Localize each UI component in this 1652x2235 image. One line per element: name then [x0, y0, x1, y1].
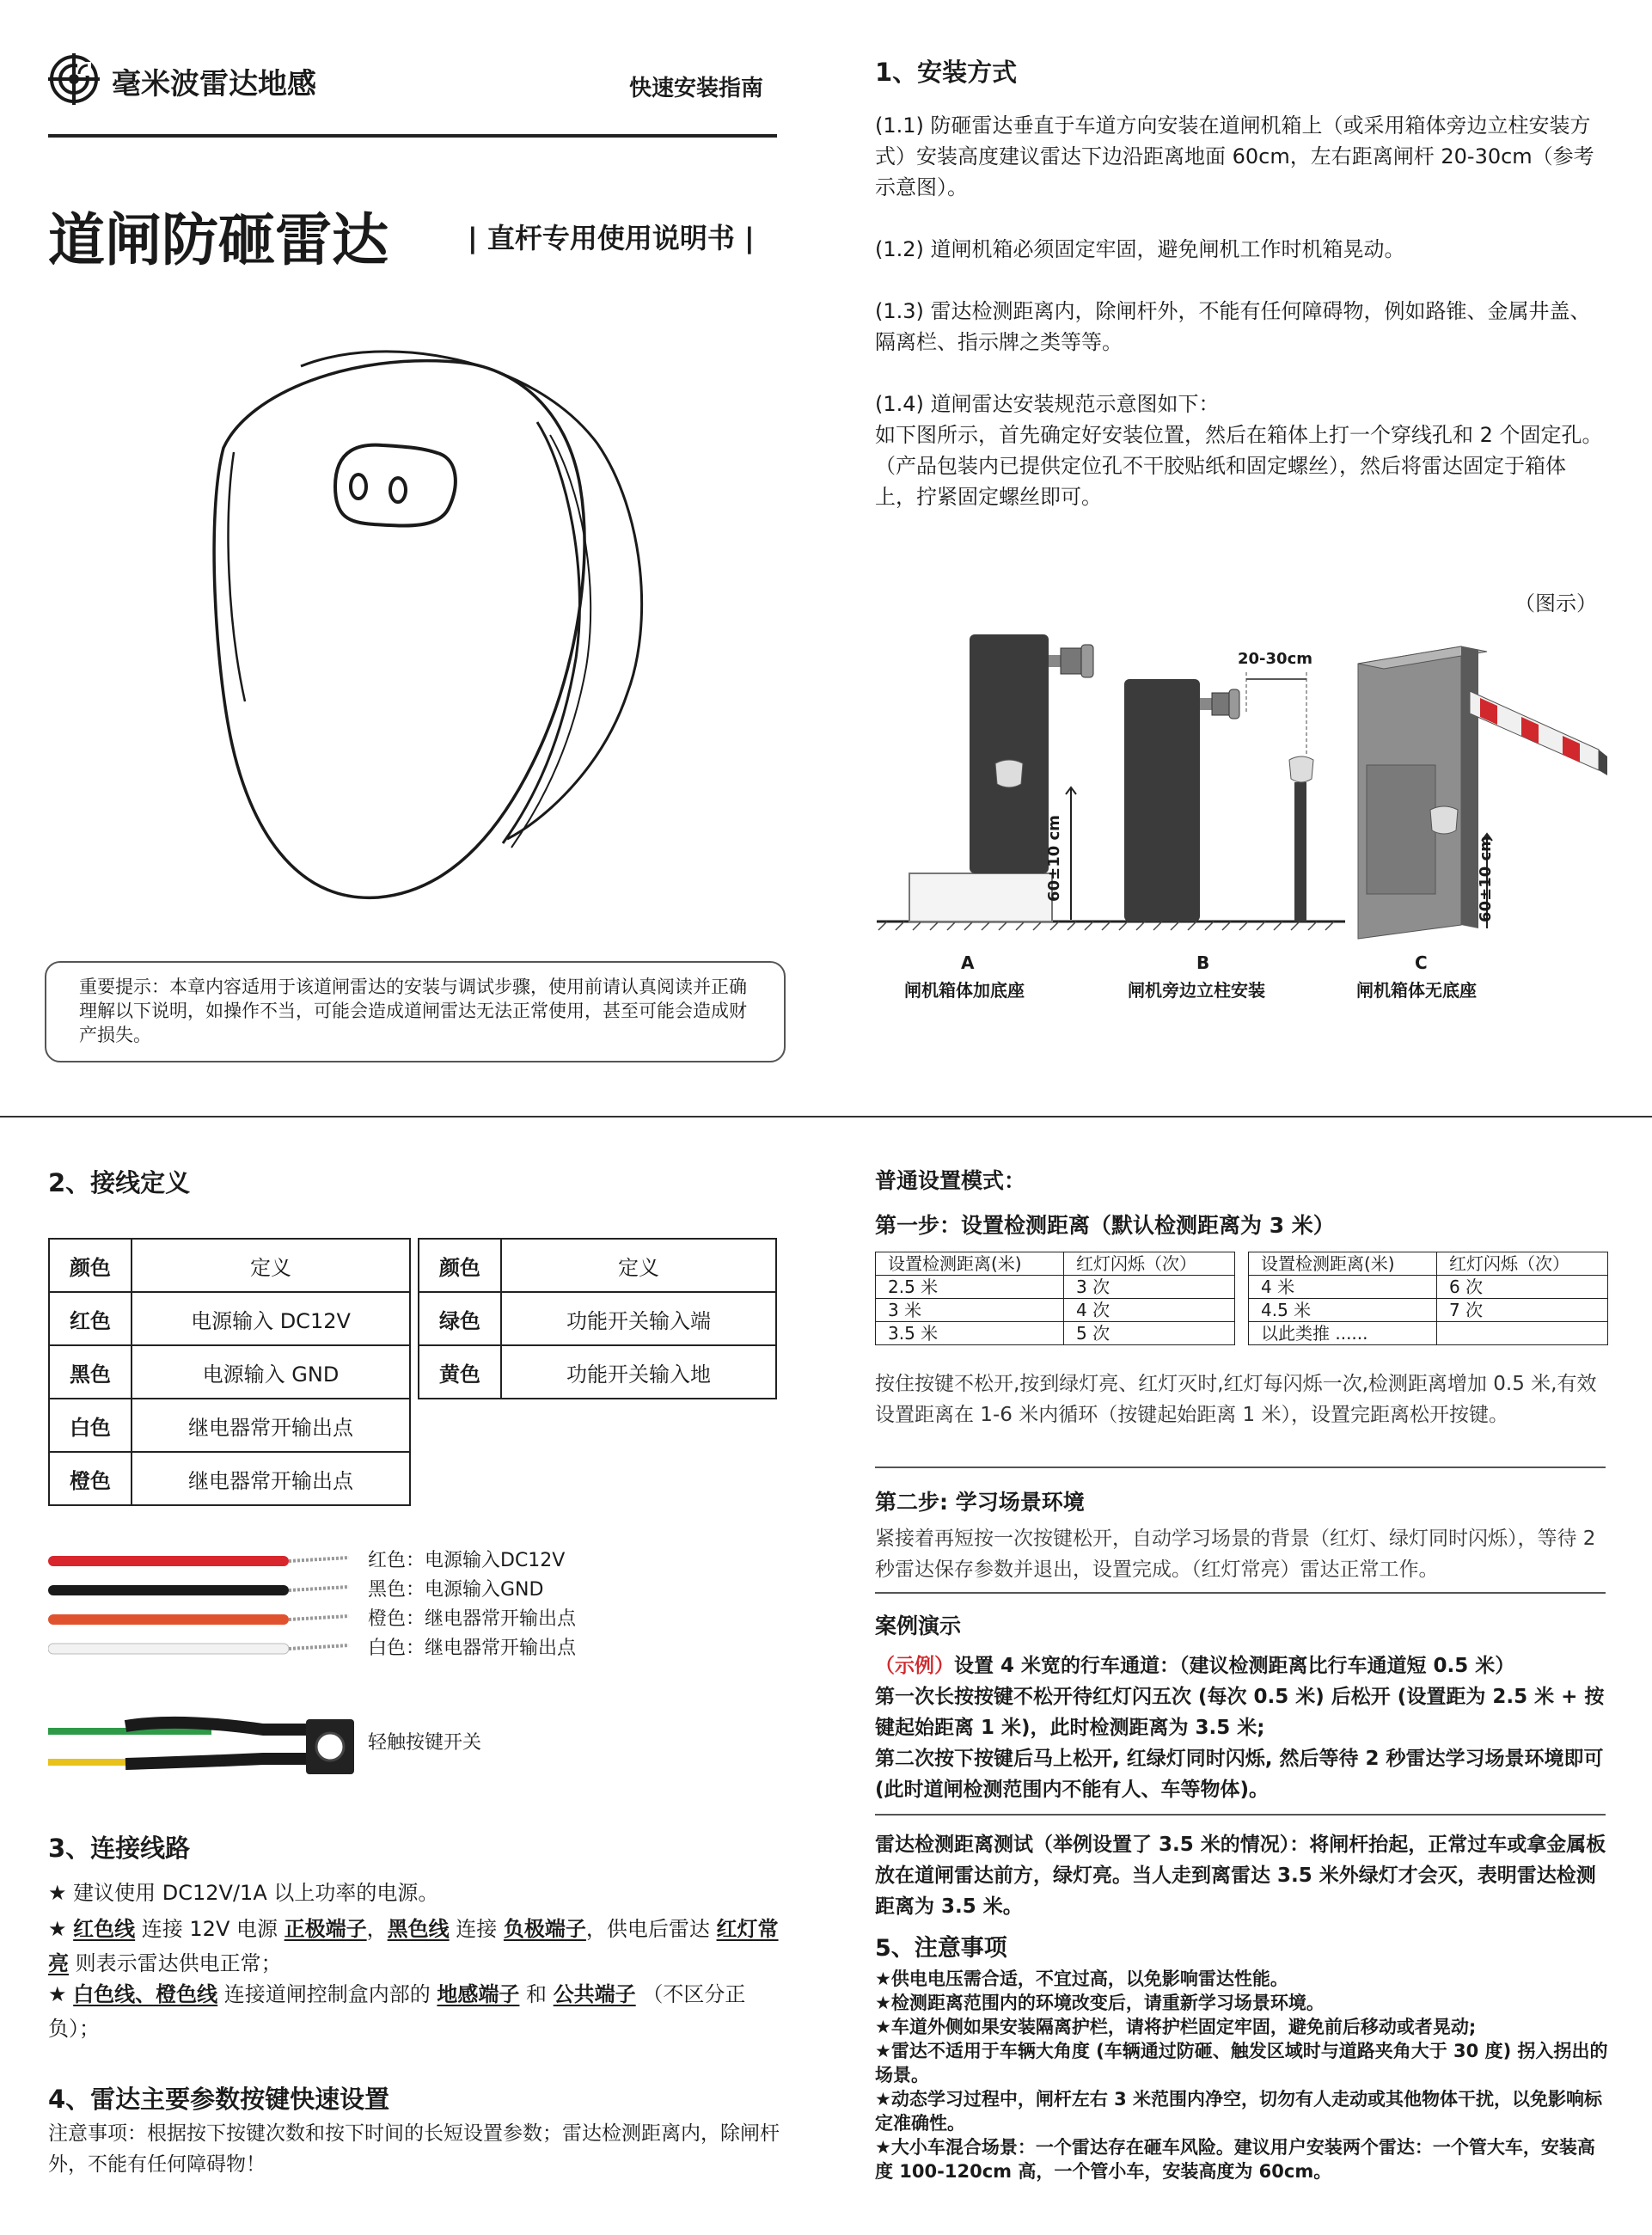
connect-negative: 负极端子 [503, 1917, 586, 1941]
case-a-label: 闸机箱体加底座 [904, 980, 1025, 1001]
rule-2 [875, 1592, 1606, 1594]
page-subtitle: | 直杆专用使用说明书 | [468, 222, 755, 254]
connect-red-light: 红灯常亮 [48, 1917, 779, 1975]
distance-table-2 [1248, 1252, 1608, 1345]
table-header: 红灯闪烁（次） [1064, 1252, 1235, 1276]
table-row [419, 1292, 776, 1345]
table-cell: 黄色 [419, 1345, 501, 1399]
wiring-table-left [48, 1238, 411, 1506]
table-cell: 4 次 [1064, 1299, 1235, 1322]
notes-list [875, 1967, 1611, 2183]
table-cell: 6 次 [1437, 1276, 1608, 1299]
install-title: 1、安装方式 [875, 58, 1018, 87]
table-row [1249, 1322, 1608, 1345]
install-p11: (1.1) 防砸雷达垂直于车道方向安装在道闸机箱上（或采用箱体旁边立柱安装方式）安装高度建议雷达下边沿距离地面 60cm，左右距离闸杆 20-30cm（参考示意图）。 [875, 113, 1594, 199]
case-b-letter: B [1196, 952, 1210, 973]
connect-text: 和 [519, 1982, 554, 2006]
list-item: ★检测距离范围内的环境改变后，请重新学习场景环境。 [875, 1993, 1325, 2013]
connect-text: （不区分正负）； [48, 1982, 746, 2041]
brand-logo-icon [48, 53, 100, 105]
connect-text: 则表示雷达供电正常； [69, 1951, 282, 1975]
install-p12: (1.2) 道闸机箱必须固定牢固，避免闸机工作时机箱晃动。 [875, 237, 1405, 261]
connect-text: ★ [48, 1917, 74, 1941]
install-p14b: 如下图所示，首先确定好安装位置，然后在箱体上打一个穿线孔和 2 个固定孔。（产品包装内已提供定位孔不干胶贴纸和固定螺丝），然后将雷达固定于箱体上，拧紧固定螺丝即可。 [875, 423, 1603, 509]
demo-line-3: 第二次按下按键后马上松开, 红绿灯同时闪烁, 然后等待 2 秒雷达学习场景环境即可 (此时道闸检测范围内不能有人、车等物体)。 [875, 1748, 1604, 1801]
table-row [876, 1276, 1235, 1299]
table-row [419, 1239, 776, 1292]
table-cell: 白色 [49, 1399, 132, 1452]
connect-positive: 正极端子 [284, 1917, 367, 1941]
connect-loop-terminal: 地感端子 [437, 1982, 520, 2006]
table-cell: 3.5 米 [876, 1322, 1064, 1345]
figure-caption: （图示） [1514, 591, 1597, 615]
dim-height-label-a: 60±10 cm [1044, 815, 1063, 902]
installation-diagram [868, 619, 1624, 963]
rule-1 [875, 1467, 1606, 1468]
demo-title: 案例演示 [875, 1613, 962, 1638]
list-item: ★动态学习过程中，闸杆左右 3 米范围内净空，切勿有人走动或其他物体干扰，以免影响标定准确性。 [875, 2089, 1603, 2134]
table-cell: 7 次 [1437, 1299, 1608, 1322]
table-header: 颜色 [419, 1239, 501, 1292]
wire-label-orange: 橙色：继电器常开输出点 [368, 1608, 577, 1630]
connect-text: ，供电后雷达 [585, 1917, 717, 1941]
table-row [49, 1239, 410, 1292]
demo-line-2: 第一次长按按键不松开待红灯闪五次 (每次 0.5 米) 后松开 (设置距为 2.5 米 + 按键起始距离 1 米)，此时检测距离为 3.5 米; [875, 1686, 1605, 1739]
connect-common-terminal: 公共端子 [553, 1982, 636, 2006]
demo-line-1 [875, 1650, 1614, 1681]
table-cell: 电源输入 GND [132, 1345, 410, 1399]
case-b-label: 闸机旁边立柱安装 [1128, 980, 1265, 1001]
table-cell: 5 次 [1064, 1322, 1235, 1345]
table-row [49, 1292, 410, 1345]
page-title: 道闸防砸雷达 [48, 207, 389, 273]
setting-mode: 普通设置模式： [875, 1168, 1026, 1193]
table-row [49, 1345, 410, 1399]
page-divider [0, 1116, 1652, 1118]
connect-title: 3、连接线路 [48, 1834, 191, 1863]
connect-line-2 [48, 1912, 787, 1981]
table-row [1249, 1299, 1608, 1322]
step1-desc: 按住按键不松开,按到绿灯亮、红灯灭时,红灯每闪烁一次,检测距离增加 0.5 米,有效设置距离在 1-6 米内循环（按键起始距离 1 米），设置完距离松开按键。 [875, 1373, 1597, 1426]
table-row [1249, 1252, 1608, 1276]
params-note: 注意事项：根据按下按键次数和按下时间的长短设置参数；雷达检测距离内，除闸杆外，不能有任何障碍物！ [48, 2122, 780, 2176]
table-row [49, 1452, 410, 1505]
rule-3 [875, 1814, 1606, 1816]
table-cell: 红色 [49, 1292, 132, 1345]
brand-name: 毫米波雷达地感 [112, 67, 316, 101]
dim-height-label-c: 60±10 cm [1476, 836, 1495, 922]
table-header: 设置检测距离(米) [876, 1252, 1064, 1276]
connect-text: ★ [48, 1982, 74, 2006]
table-cell: 2.5 米 [876, 1276, 1064, 1299]
connect-text: 连接 12V 电源 [135, 1917, 285, 1941]
table-header: 红灯闪烁（次） [1437, 1252, 1608, 1276]
table-cell: 功能开关输入端 [501, 1292, 776, 1345]
switch-label: 轻触按键开关 [368, 1732, 482, 1754]
table-cell: 功能开关输入地 [501, 1345, 776, 1399]
table-header: 设置检测距离(米) [1249, 1252, 1437, 1276]
connect-black-wire: 黑色线 [387, 1917, 450, 1941]
radar-device-illustration [198, 340, 662, 908]
distance-test: 雷达检测距离测试（举例设置了 3.5 米的情况）：将闸杆抬起，正常过车或拿金属板放在道闸雷达前方，绿灯亮。当人走到离雷达 3.5 米外绿灯才会灭，表明雷达检测距离为 3.5 米。 [875, 1834, 1606, 1918]
table-cell [1437, 1322, 1608, 1345]
table-row [876, 1322, 1235, 1345]
table-row [419, 1345, 776, 1399]
table-row [1249, 1276, 1608, 1299]
case-a-letter: A [961, 952, 975, 973]
params-title: 4、雷达主要参数按键快速设置 [48, 2085, 390, 2114]
table-cell: 4 米 [1249, 1276, 1437, 1299]
list-item: ★大小车混合场景：一个雷达存在砸车风险。建议用户安装两个雷达：一个管大车，安装高度 100-120cm 高，一个管小车，安装高度为 60cm。 [875, 2137, 1595, 2182]
table-header: 颜色 [49, 1239, 132, 1292]
table-row [49, 1399, 410, 1452]
connect-text: ， [366, 1917, 388, 1941]
connect-text: 连接道闸控制盒内部的 [217, 1982, 437, 2006]
table-cell: 继电器常开输出点 [132, 1452, 410, 1505]
case-c-label: 闸机箱体无底座 [1356, 980, 1477, 1001]
dim-top-label: 20-30cm [1238, 650, 1312, 668]
notes-title: 5、注意事项 [875, 1935, 1007, 1962]
table-cell: 继电器常开输出点 [132, 1399, 410, 1452]
wire-label-red: 红色：电源输入DC12V [368, 1550, 566, 1571]
table-header: 定义 [132, 1239, 410, 1292]
header-rule [48, 134, 777, 138]
table-cell: 电源输入 DC12V [132, 1292, 410, 1345]
table-cell: 3 米 [876, 1299, 1064, 1322]
distance-table-1 [875, 1252, 1235, 1345]
list-item: ★雷达不适用于车辆大角度 (车辆通过防砸、触发区域时与道路夹角大于 30 度) 拐入拐出的场景。 [875, 2041, 1608, 2085]
push-switch-illustration [48, 1711, 358, 1788]
table-cell: 以此类推 ...... [1249, 1322, 1437, 1345]
connect-line-3 [48, 1977, 787, 2046]
connect-line-1: ★ 建议使用 DC12V/1A 以上功率的电源。 [48, 1881, 439, 1905]
table-cell: 橙色 [49, 1452, 132, 1505]
step1-title: 第一步：设置检测距离（默认检测距离为 3 米） [875, 1213, 1335, 1238]
list-item: ★供电电压需合适，不宜过高，以免影响雷达性能。 [875, 1969, 1288, 1989]
notice-text: 重要提示：本章内容适用于该道闸雷达的安装与调试步骤，使用前请认真阅读并正确理解以下说明，如操作不当，可能会造成道闸雷达无法正常使用，甚至可能会造成财产损失。 [79, 977, 747, 1045]
table-row [876, 1252, 1235, 1276]
demo-text: 设置 4 米宽的行车通道：（建议检测距离比行车通道短 0.5 米） [954, 1655, 1515, 1677]
step2-desc: 紧接着再短按一次按键松开，自动学习场景的背景（红灯、绿灯同时闪烁），等待 2 秒雷达保存参数并退出，设置完成。（红灯常亮）雷达正常工作。 [875, 1528, 1596, 1581]
install-p13: (1.3) 雷达检测距离内，除闸杆外，不能有任何障碍物，例如路锥、金属井盖、隔离栏、指示牌之类等等。 [875, 299, 1591, 354]
wiring-table-right [418, 1238, 777, 1399]
connect-text: 连接 [449, 1917, 504, 1941]
table-cell: 黑色 [49, 1345, 132, 1399]
wires-illustration [48, 1547, 358, 1659]
guide-label: 快速安装指南 [629, 76, 764, 101]
case-c-letter: C [1415, 952, 1428, 973]
wire-label-black: 黑色：电源输入GND [368, 1579, 544, 1601]
install-p14a: (1.4) 道闸雷达安装规范示意图如下： [875, 392, 1220, 416]
table-header: 定义 [501, 1239, 776, 1292]
demo-tag: （示例） [875, 1655, 954, 1677]
table-cell: 3 次 [1064, 1276, 1235, 1299]
table-row [876, 1299, 1235, 1322]
connect-white-orange: 白色线、橙色线 [73, 1982, 218, 2006]
connect-red-wire: 红色线 [73, 1917, 136, 1941]
table-cell: 绿色 [419, 1292, 501, 1345]
wiring-title: 2、接线定义 [48, 1168, 191, 1197]
table-cell: 4.5 米 [1249, 1299, 1437, 1322]
list-item: ★车道外侧如果安装隔离护栏，请将护栏固定牢固，避免前后移动或者晃动; [875, 2017, 1477, 2037]
wire-label-white: 白色：继电器常开输出点 [368, 1638, 577, 1659]
step2-title: 第二步: 学习场景环境 [875, 1490, 1085, 1515]
